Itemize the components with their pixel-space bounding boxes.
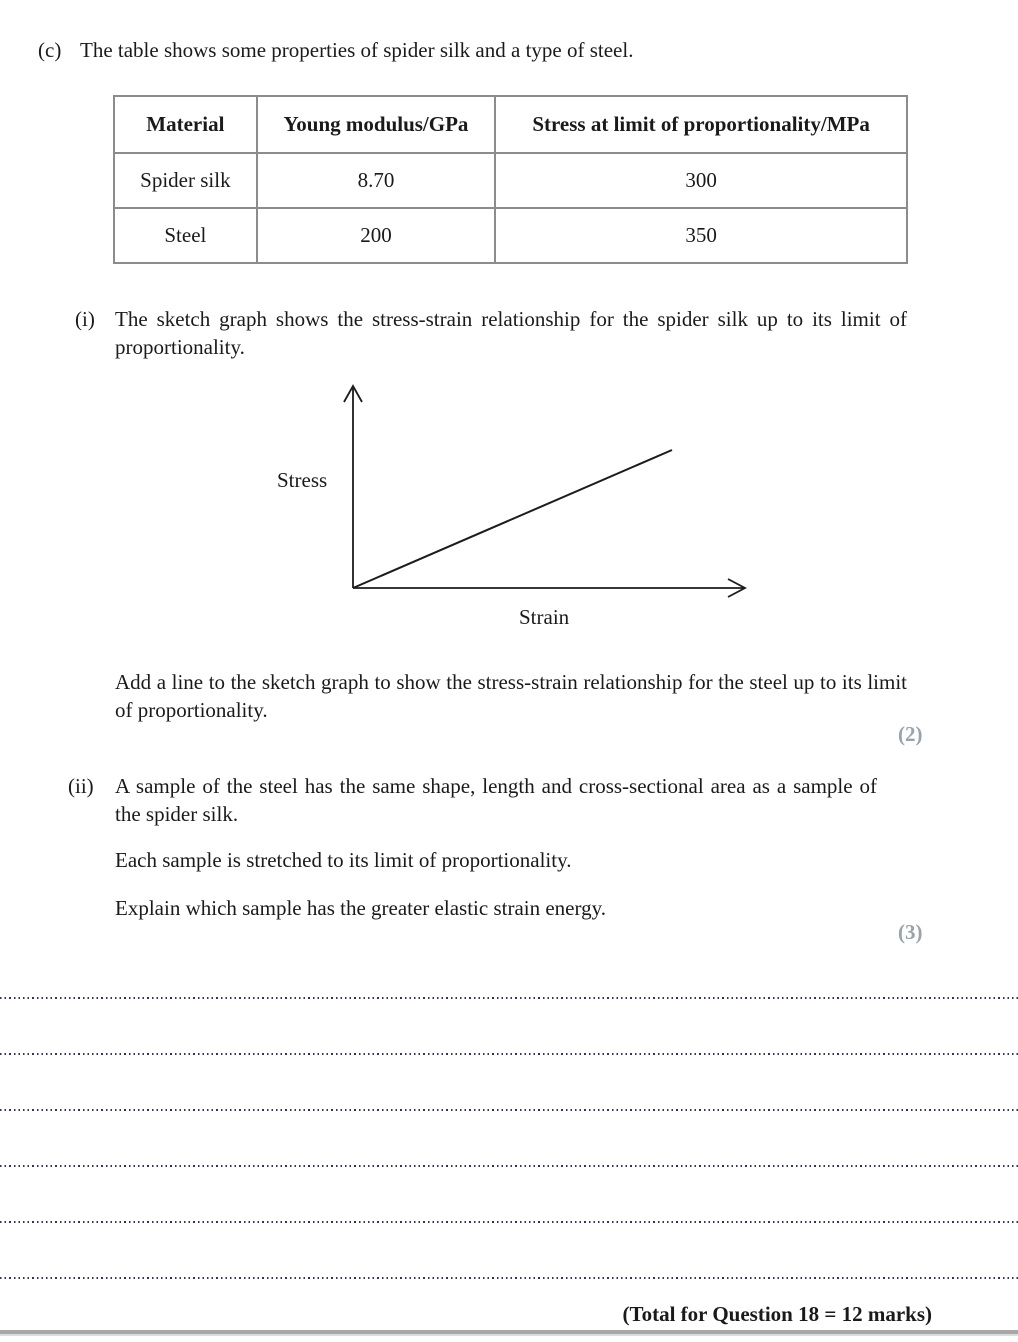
spider-silk-line bbox=[353, 450, 672, 588]
table-header-material: Material bbox=[114, 96, 257, 153]
part-i-text: The sketch graph shows the stress-strain relationship for the spider silk up to its limit of proportionality. bbox=[115, 307, 907, 359]
total-marks-line: (Total for Question 18 = 12 marks) bbox=[622, 1302, 932, 1326]
y-axis-label: Stress bbox=[277, 468, 328, 492]
part-i-instruction: Add a line to the sketch graph to show the stress-strain relationship for the steel up to its limit of proportionality. bbox=[115, 670, 907, 722]
part-c-text: The table shows some properties of spider silk and a type of steel. bbox=[80, 38, 634, 62]
answer-line[interactable] bbox=[0, 1164, 1018, 1167]
part-ii-marks-badge: (3) bbox=[898, 920, 923, 944]
answer-line[interactable] bbox=[0, 1052, 1018, 1055]
x-axis-label: Strain bbox=[519, 605, 570, 629]
stress-strain-sketch-graph bbox=[260, 375, 760, 645]
answer-line[interactable] bbox=[0, 1276, 1018, 1279]
table-row bbox=[114, 153, 907, 208]
cell-stress-steel: 350 bbox=[495, 208, 907, 263]
part-ii-text-2: Each sample is stretched to its limit of proportionality. bbox=[115, 848, 572, 872]
table-header-young-modulus: Young modulus/GPa bbox=[257, 96, 495, 153]
part-ii-text-1: A sample of the steel has the same shape, length and cross-sectional area as a sample of the spider silk. bbox=[115, 774, 877, 826]
answer-line[interactable] bbox=[0, 1108, 1018, 1111]
cell-material-spider-silk: Spider silk bbox=[114, 153, 257, 208]
answer-line[interactable] bbox=[0, 1220, 1018, 1223]
properties-table bbox=[113, 95, 908, 264]
table-header-stress-limit: Stress at limit of proportionality/MPa bbox=[495, 96, 907, 153]
cell-material-steel: Steel bbox=[114, 208, 257, 263]
part-ii-number: (ii) bbox=[68, 774, 94, 798]
cell-stress-spider-silk: 300 bbox=[495, 153, 907, 208]
table-header-row bbox=[114, 96, 907, 153]
part-c-number: (c) bbox=[38, 38, 62, 62]
cell-young-spider-silk: 8.70 bbox=[257, 153, 495, 208]
part-ii-text-3: Explain which sample has the greater elastic strain energy. bbox=[115, 896, 606, 920]
part-i-marks-badge: (2) bbox=[898, 722, 923, 746]
table-row bbox=[114, 208, 907, 263]
page-bottom-rule-shadow bbox=[0, 1334, 1018, 1336]
part-i-number: (i) bbox=[75, 307, 95, 331]
answer-line[interactable] bbox=[0, 996, 1018, 999]
cell-young-steel: 200 bbox=[257, 208, 495, 263]
